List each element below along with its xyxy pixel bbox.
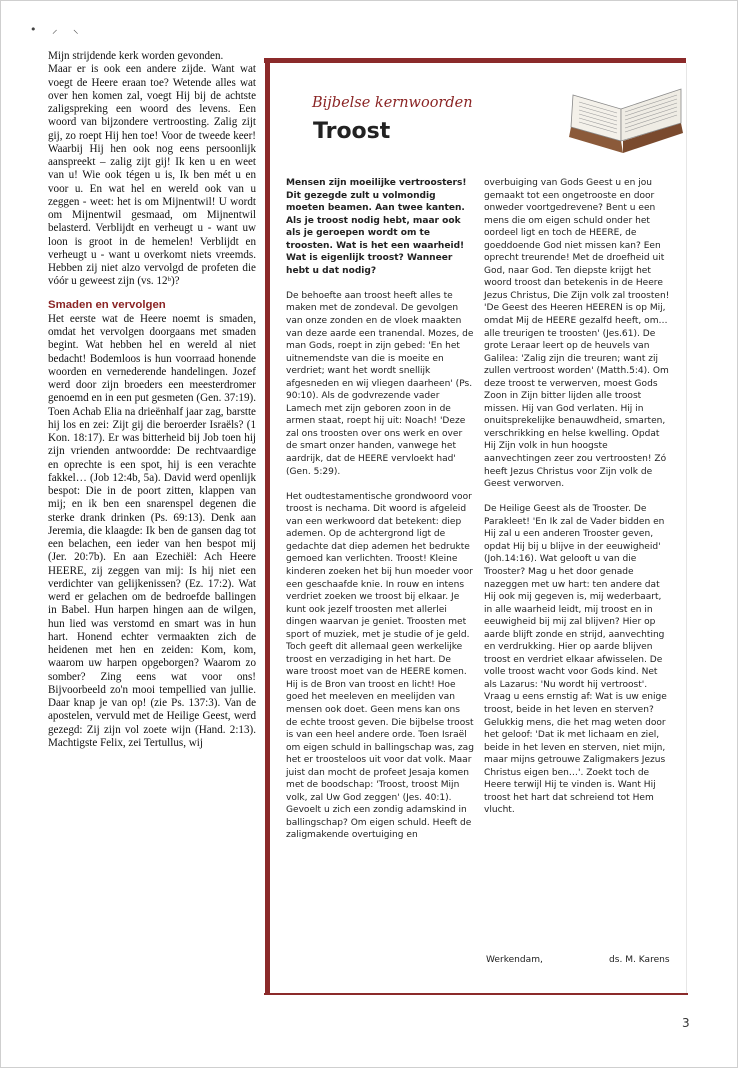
section-label: Bijbelse kernwoorden: [312, 95, 473, 111]
left-heading: Smaden en vervolgen: [48, 298, 166, 311]
article-column-2: [484, 177, 671, 829]
left-column: [48, 50, 256, 750]
article-paragraph-4: De Heilige Geest als de Trooster. De Parakleet! 'En Ik zal de Vader bidden en Hij zal u een anderen Trooster geven, opdat Hij bij u blijve in der eeuwigheid' (Joh.14:16). Wat gelooft u van die Trooster? Mag u het door genade nazeggen met uw hart: ten andere dat Hij ook mij gegeven is, mij wederbaart, in alle waarheid leidt, mij troost en in eeuwigheid bij mij zal blijven? Hier op aarde blijft zonde en strijd, aanvechting en verdrukking. Hier op aarde blijven troost en verdriet elkaar afwisselen. De volle troost wacht voor Gods kind. Net als Lazarus: 'Nu wordt hij vertroost'. Vraag u eens ernstig af: Wat is uw enige troost, beide in het leven en sterven? Gelukkig mens, die het mag weten door het geloof: 'Dat ik met lichaam en ziel, beide in het leven en sterven, niet mijn, maar mijns getrouwe Zaligmakers Jezus Christus eigen ben…'. Zoekt toch de Heere terwijl Hij te vinden is. Want Hij troost het hart dat schreiend tot Hem vlucht.: [484, 504, 667, 816]
signature-place: Werkendam,: [486, 955, 543, 965]
article-intro: Mensen zijn moeilijke vertroosters! Dit gezegde zult u volmondig moeten beamen. Aan twee kanten. Als je troost nodig hebt, maar ook als je geroepen wordt om te troosten. Wat is het een waarheid! Wat is eigenlijk troost? Wanneer hebt u dat nodig?: [286, 178, 467, 276]
open-bible-icon: [563, 75, 687, 157]
article-column-1: [286, 177, 474, 855]
left-paragraph-3: Het eerste wat de Heere noemt is smaden, omdat het vervolgen doorgaans met smaden begint. Wat hebben hel en wereld al niet bedacht! Bodemloos is hun voorraad honende woorden en vernederende handelingen. Jozef werd door zijn broeders een meesterdromer genoemd en in een put gesmeten (Gen. 37:19). Toen Achab Elia na drieënhalf jaar zag, barstte hij los en zei: Zijt gij die beroerder Israëls? (1 Kon. 18:17). Er was bitterheid bij Job toen hij zijn vrienden antwoordde: De rechtvaardige en oprechte is een spot, hij is een verachte fakkel… (Job 12:4b, 5a). David werd openlijk bespot: Die in de poort zitten, klappen van mij; en ik ben een snarenspel degenen die sterke drank drinken (Ps. 69:13). Denk aan Jeremia, die klaagde: Ik ben de gansen dag tot een belachen, een ieder van hen bespot mij (Jer. 20:7b). En aan Ezechiël: Ach Heere HEERE, zij zeggen van mij: Is hij niet een verdichter van gelijkenissen? (Ez. 17:2). Wat werd er gelachen om de bedroefde ballingen in Babel. Hun harpen hingen aan de wilgen, hun lied was verstomd en smart was in hun hart. Honend echter vermaakten zich de heidenen met hen en zeiden: Kom, kom, waarom uw harpen opgeborgen? Waarom zo somber? Zing eens wat voor ons! Bijvoorbeeld zo'n mooi tempellied van jullie. Daar knap je van op! (zie Ps. 137:3). Van de apostelen, vervuld met de Heilige Geest, werd gezegd: Zij zijn vol zoete wijn (Hand. 2:13). Machtigste Felix, zei Tertullus, wij: [48, 312, 256, 749]
page-number: 3: [682, 1016, 690, 1030]
scan-marks: • ⸝ ⸜: [30, 23, 85, 36]
left-paragraph-1: Mijn strijdende kerk worden gevonden.: [48, 50, 224, 62]
article-paragraph-1: De behoefte aan troost heeft alles te maken met de zondeval. De gevolgen van onze zonden en de vloek maakten van deze aarde een tranendal. Mozes, de man Gods, roept in zijn gebed: 'En het uitnemendste van die is moeite en verdriet; want het wordt snellijk afgesneden en wij vliegen daarheen' (Ps. 90:10). Als de godvrezende vader Lamech met zijn geboren zoon in de armen staat, roept hij uit: Noach! 'Deze zal ons troosten over ons werk en over de smart onzer handen, vanwege het aardrijk, dat de HEERE vervloekt had' (Gen. 5:29).: [286, 290, 474, 477]
article-title: Troost: [313, 119, 391, 144]
article-bottom-rule: [264, 993, 688, 995]
article-paragraph-2: Het oudtestamentische grondwoord voor troost is nechama. Dit woord is afgeleid van een werkwoord dat betekent: diep ademen. Op de achtergrond ligt de gedachte dat diep ademen het bedrukte gemoed kan verlichten. Troost! Kleine kinderen zoeken het bij hun moeder voor een geschaafde knie. In rouw en intens verdriet zoeken we troost bij elkaar. Je kunt ook jezelf troosten met allerlei dingen waarvan je geniet. Troosten met sport of muziek, met je studie of je geld. Toch geeft dit allemaal geen werkelijke troost en verzadiging in het hart. De ware troost moet van de HEERE komen. Hij is de Bron van troost en licht! Hoe goed het meeleven en meelijden van mensen ook doet. Geen mens kan ons de echte troost geven. Die bijbelse troost is van een heel andere orde. Toen Israël om eigen schuld in ballingschap was, zag het er troosteloos uit voor dat volk. Maar juist dan mocht de profeet Jesaja komen met de boodschap: 'Troost, troost Mijn volk, zal Uw God zeggen' (Jes. 40:1). Gevoelt u zich een zondig adamskind in ballingschap? Om eigen schuld. Heeft de zaligmakende overtuiging en: [286, 491, 474, 841]
article-paragraph-3: overbuiging van Gods Geest u en jou gemaakt tot een ongetrooste en door onweder voortgedrevene? Bent u een mens die om eigen schuld onder het oordeel ligt en toch de HEERE, de goeddoende God niet missen kan? Een oprecht treurende! Met de droefheid uit God, naar God. Ten diepste krijgt het woord troost dan betekenis in de Heere Jezus Christus, Die Zijn volk zal troosten! 'De Geest des Heeren HEEREN is op Mij, omdat Mij de HEERE gezalfd heeft, om… alle treurigen te troosten' (Jes.61). De grote Leraar leert op de heuvels van Galilea: 'Zalig zijn die treuren; want zij zullen vertroost worden' (Matth.5:4). Om deze troost te verwerven, moest Gods Zoon in Zijn bitter lijden alle troost missen. Hij van God verlaten. Hij in onuitsprekelijke benauwdheid, smarten, verschrikking en helse kwelling. Opdat Hij Zijn volk in hun hoogste aanvechtingen zeer zou vertroosten! Zó heeft Jezus Christus voor Zijn volk de Geest verworven.: [484, 178, 670, 490]
left-paragraph-2: Maar er is ook een andere zijde. Want wat voegt de Heere eraan toe? Wetende alles wat over hen komen zal, voegt Hij bij de achtste zaligspreking een woord des levens. Een woord van bijzondere vertroosting. Zalig zijt gij, zo roept Hij hen toe! Voor de tweede keer! Waarbij Hij hen ook nog eens persoonlijk aanspreekt – zalig zijt gij! Ik ken u en weet van u! Wie ook tégen u is, Ik ben mét u en voor u. En wat hel en wereld ook van u zeggen - weet: het is om Mijnentwil! U wordt om Mijnentwil gesmaad, om Mijnentwil belasterd. Verblijdt en verheugt u - want uw loon is groot in de hemelen! Verblijdt en verheugt u - want u overkomt niets vreemds. Hebben zij niet alzo vervolgd de profeten die vóór u geweest zijn (vs. 12ᵇ)?: [48, 63, 256, 288]
signature-author: ds. M. Karens: [609, 955, 670, 965]
